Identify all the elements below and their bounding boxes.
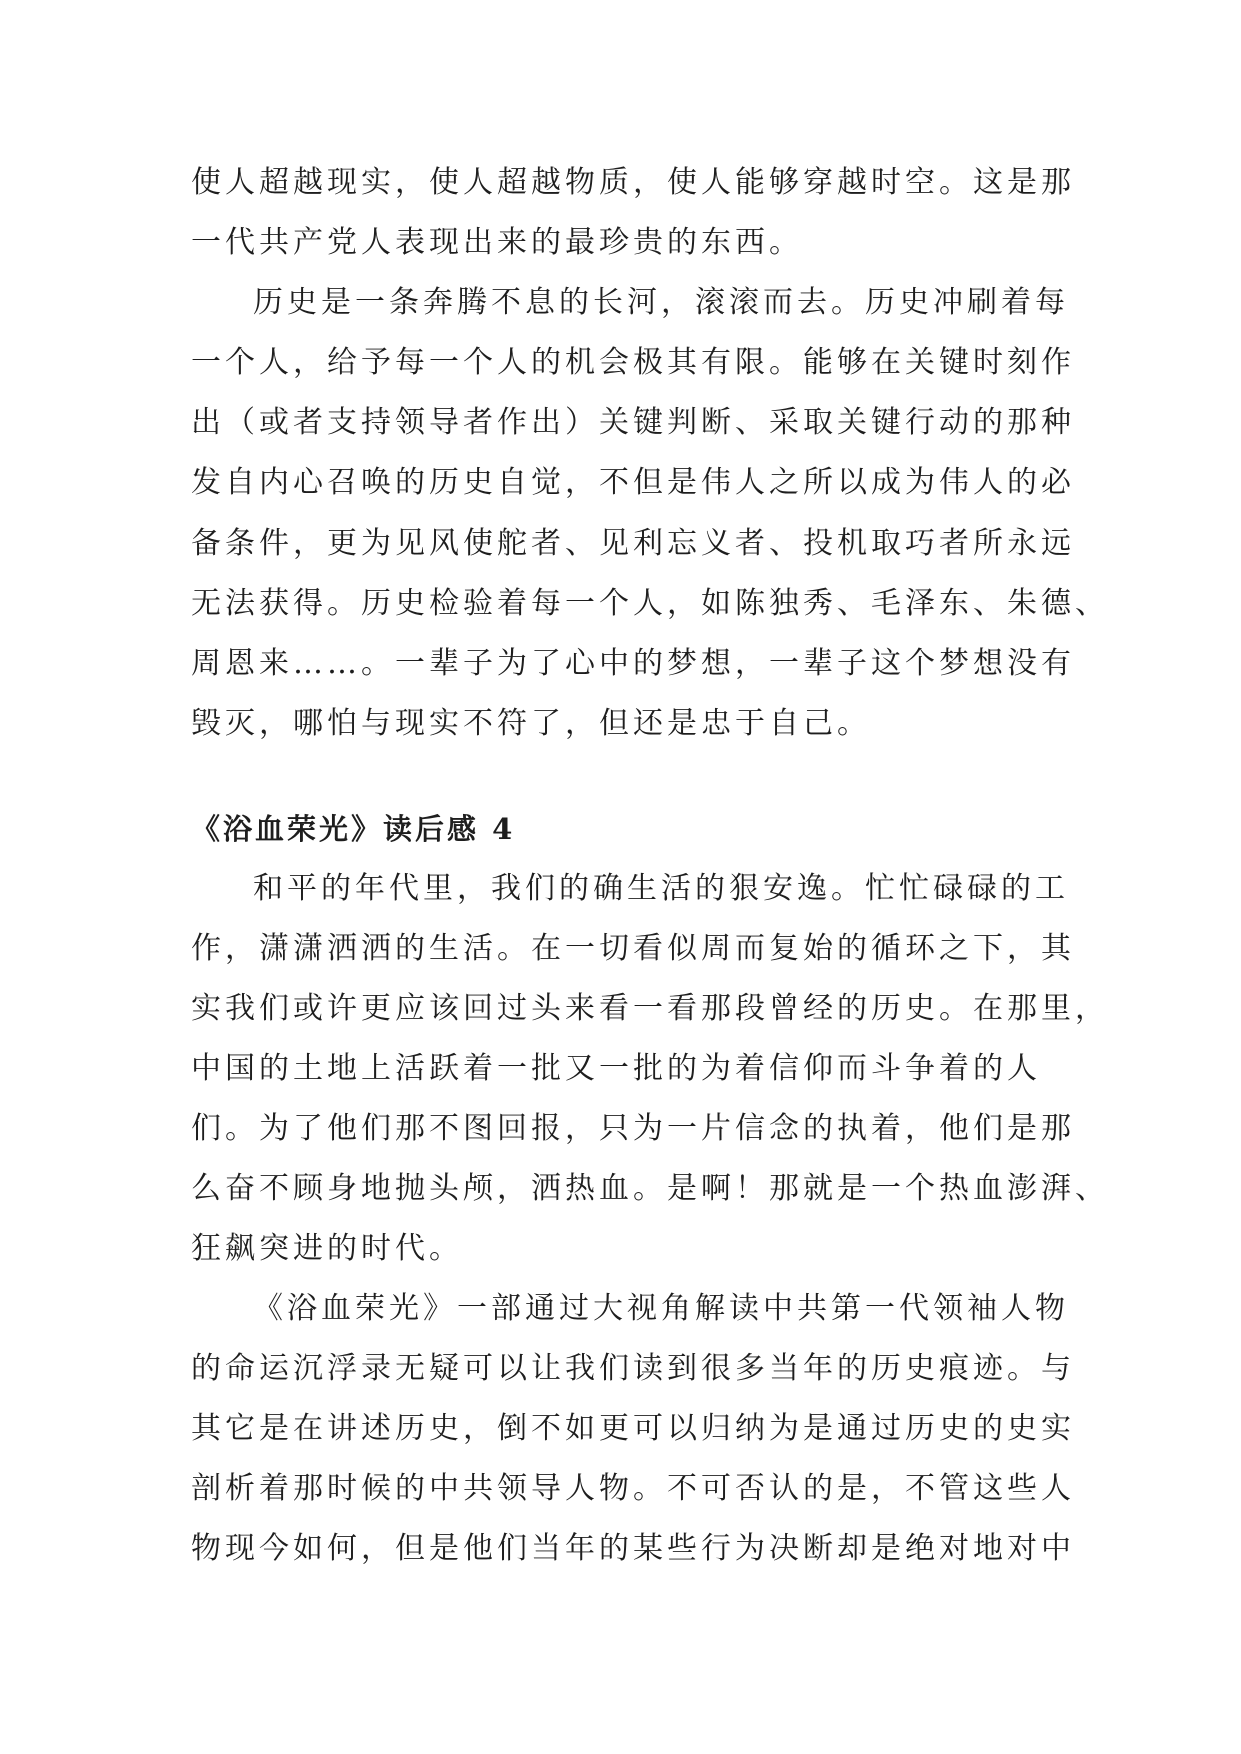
section-heading: 《浴血荣光》读后感 4 (191, 812, 516, 846)
text-line: 无法获得。历史检验着每一个人，如陈独秀、毛泽东、朱德、 (191, 586, 1109, 621)
text-line: 剖析着那时候的中共领导人物。不可否认的是，不管这些人 (191, 1471, 1075, 1506)
text-line: 周恩来……。一辈子为了心中的梦想，一辈子这个梦想没有 (191, 646, 1075, 681)
text-line: 一个人，给予每一个人的机会极其有限。能够在关键时刻作 (191, 345, 1075, 380)
text-line: 其它是在讲述历史，倒不如更可以归纳为是通过历史的史实 (191, 1411, 1075, 1446)
text-line: 发自内心召唤的历史自觉，不但是伟人之所以成为伟人的必 (191, 465, 1075, 500)
text-line: 和平的年代里，我们的确生活的狠安逸。忙忙碌碌的工 (253, 871, 1069, 906)
text-line: 使人超越现实，使人超越物质，使人能够穿越时空。这是那 (191, 165, 1075, 200)
text-line: 毁灭，哪怕与现实不符了，但还是忠于自己。 (191, 706, 871, 741)
text-line: 作，潇潇洒洒的生活。在一切看似周而复始的循环之下，其 (191, 931, 1075, 966)
text-line: 们。为了他们那不图回报，只为一片信念的执着，他们是那 (191, 1111, 1075, 1146)
text-line: 么奋不顾身地抛头颅，洒热血。是啊！那就是一个热血澎湃、 (191, 1171, 1109, 1206)
text-line: 物现今如何，但是他们当年的某些行为决断却是绝对地对中 (191, 1531, 1075, 1566)
text-line: 的命运沉浮录无疑可以让我们读到很多当年的历史痕迹。与 (191, 1351, 1075, 1386)
text-line: 狂飙突进的时代。 (191, 1231, 463, 1266)
text-line: 一代共产党人表现出来的最珍贵的东西。 (191, 225, 803, 260)
text-line: 历史是一条奔腾不息的长河，滚滚而去。历史冲刷着每 (253, 285, 1069, 320)
text-line: 出（或者支持领导者作出）关键判断、采取关键行动的那种 (191, 405, 1075, 440)
text-line: 中国的土地上活跃着一批又一批的为着信仰而斗争着的人 (191, 1051, 1041, 1086)
text-line: 实我们或许更应该回过头来看一看那段曾经的历史。在那里， (191, 991, 1109, 1026)
text-line: 备条件，更为见风使舵者、见利忘义者、投机取巧者所永远 (191, 526, 1075, 561)
text-line: 《浴血荣光》一部通过大视角解读中共第一代领袖人物 (253, 1291, 1069, 1326)
